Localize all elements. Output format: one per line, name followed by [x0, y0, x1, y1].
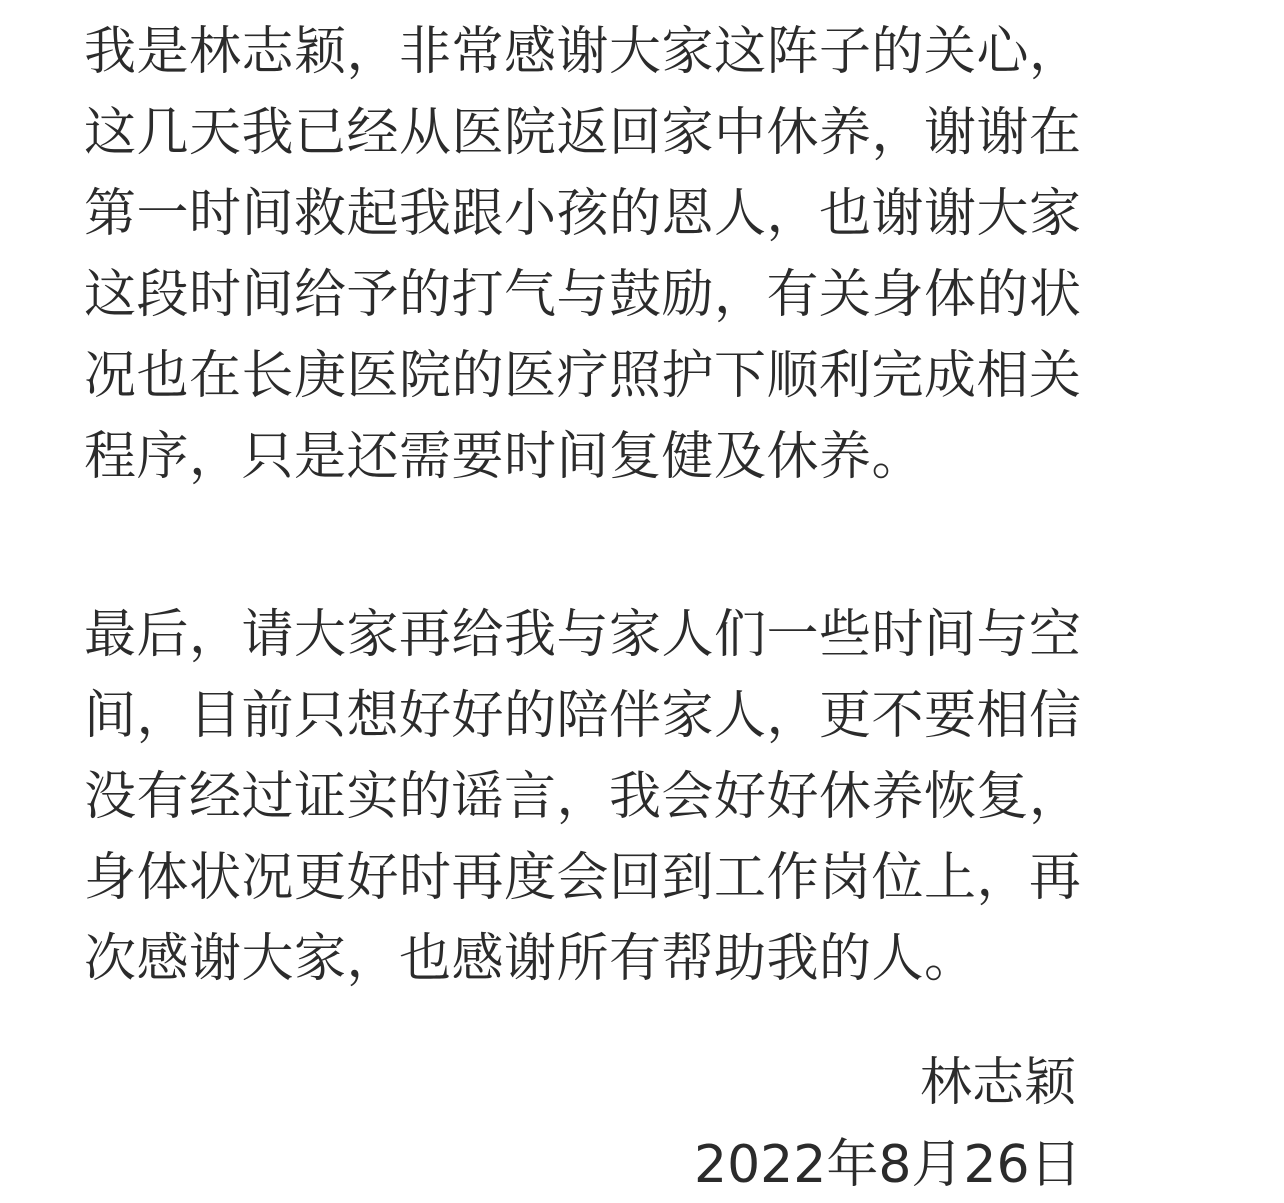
- text-line: 没有经过证实的谣言，我会好好休养恢复，: [84, 767, 1082, 827]
- text-line: 第一时间救起我跟小孩的恩人，也谢谢大家: [84, 184, 1082, 244]
- paragraph-2: [84, 595, 1194, 1000]
- text-line: 程序，只是还需要时间复健及休养。: [84, 427, 925, 487]
- text-line: 我是林志颖，非常感谢大家这阵子的关心，: [84, 22, 1082, 82]
- text-line: 最后，请大家再给我与家人们一些时间与空: [84, 605, 1082, 665]
- statement-body: [84, 12, 1194, 1000]
- text-line: 间，目前只想好好的陪伴家人，更不要相信: [84, 686, 1082, 746]
- paragraph-1: [84, 12, 1194, 498]
- text-line: 况也在长庚医院的医疗照护下顺利完成相关: [84, 346, 1082, 406]
- text-line: 次感谢大家，也感谢所有帮助我的人。: [84, 929, 977, 989]
- signature-name: 林志颖: [920, 1053, 1077, 1113]
- paragraph-spacer: [84, 498, 1194, 595]
- text-line: 这段时间给予的打气与鼓励，有关身体的状: [84, 265, 1082, 325]
- text-line: 这几天我已经从医院返回家中休养，谢谢在: [84, 103, 1082, 163]
- text-line: 身体状况更好时再度会回到工作岗位上，再: [84, 848, 1082, 908]
- signature-date: 2022年8月26日: [694, 1135, 1082, 1195]
